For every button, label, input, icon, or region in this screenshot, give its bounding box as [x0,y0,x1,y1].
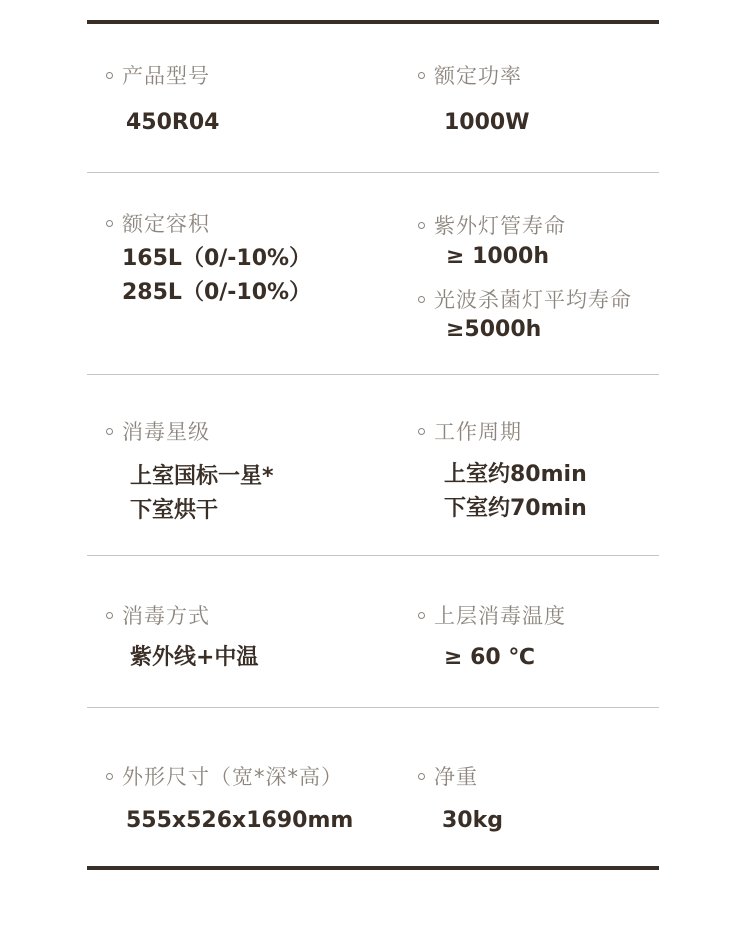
bullet-icon [418,72,425,79]
spec-value-work-cycle: 上室约80min 下室约70min [444,462,587,521]
divider [87,172,659,173]
spec-value-net-weight: 30kg [442,808,503,833]
bullet-icon [418,428,425,435]
spec-label-model: 产品型号 [106,60,210,90]
bullet-icon [106,220,113,227]
bullet-icon [106,428,113,435]
spec-label-upper-temp: 上层消毒温度 [418,600,566,630]
spec-value-upper-temp: ≥ 60 ℃ [444,645,536,670]
bullet-icon [418,222,425,229]
top-rule [87,20,659,24]
bullet-icon [418,612,425,619]
spec-value-rated-power: 1000W [444,110,530,135]
spec-value-rated-capacity: 165L（0/-10%） 285L（0/-10%） [122,246,312,305]
bullet-icon [418,773,425,780]
bullet-icon [418,296,425,303]
spec-label-lightwave-lamp-life: 光波杀菌灯平均寿命 [418,284,632,314]
spec-value-disinfection-method: 紫外线+中温 [130,645,259,670]
spec-value-uv-lamp-life: ≥ 1000h [446,244,549,269]
divider [87,555,659,556]
bullet-icon [106,773,113,780]
spec-label-dimensions: 外形尺寸（宽*深*高） [106,761,343,791]
spec-value-lightwave-lamp-life: ≥5000h [446,317,542,342]
spec-value-model: 450R04 [126,110,220,135]
divider [87,374,659,375]
spec-label-disinfection-method: 消毒方式 [106,600,210,630]
bullet-icon [106,612,113,619]
spec-label-work-cycle: 工作周期 [418,416,522,446]
divider [87,707,659,708]
spec-label-disinfection-rating: 消毒星级 [106,416,210,446]
spec-value-disinfection-rating: 上室国标一星* 下室烘干 [130,464,274,523]
spec-label-net-weight: 净重 [418,761,478,791]
spec-label-uv-lamp-life: 紫外灯管寿命 [418,210,566,240]
spec-label-rated-power: 额定功率 [418,60,522,90]
bullet-icon [106,72,113,79]
bottom-rule [87,866,659,870]
spec-label-rated-capacity: 额定容积 [106,208,210,238]
spec-value-dimensions: 555x526x1690mm [126,808,354,833]
